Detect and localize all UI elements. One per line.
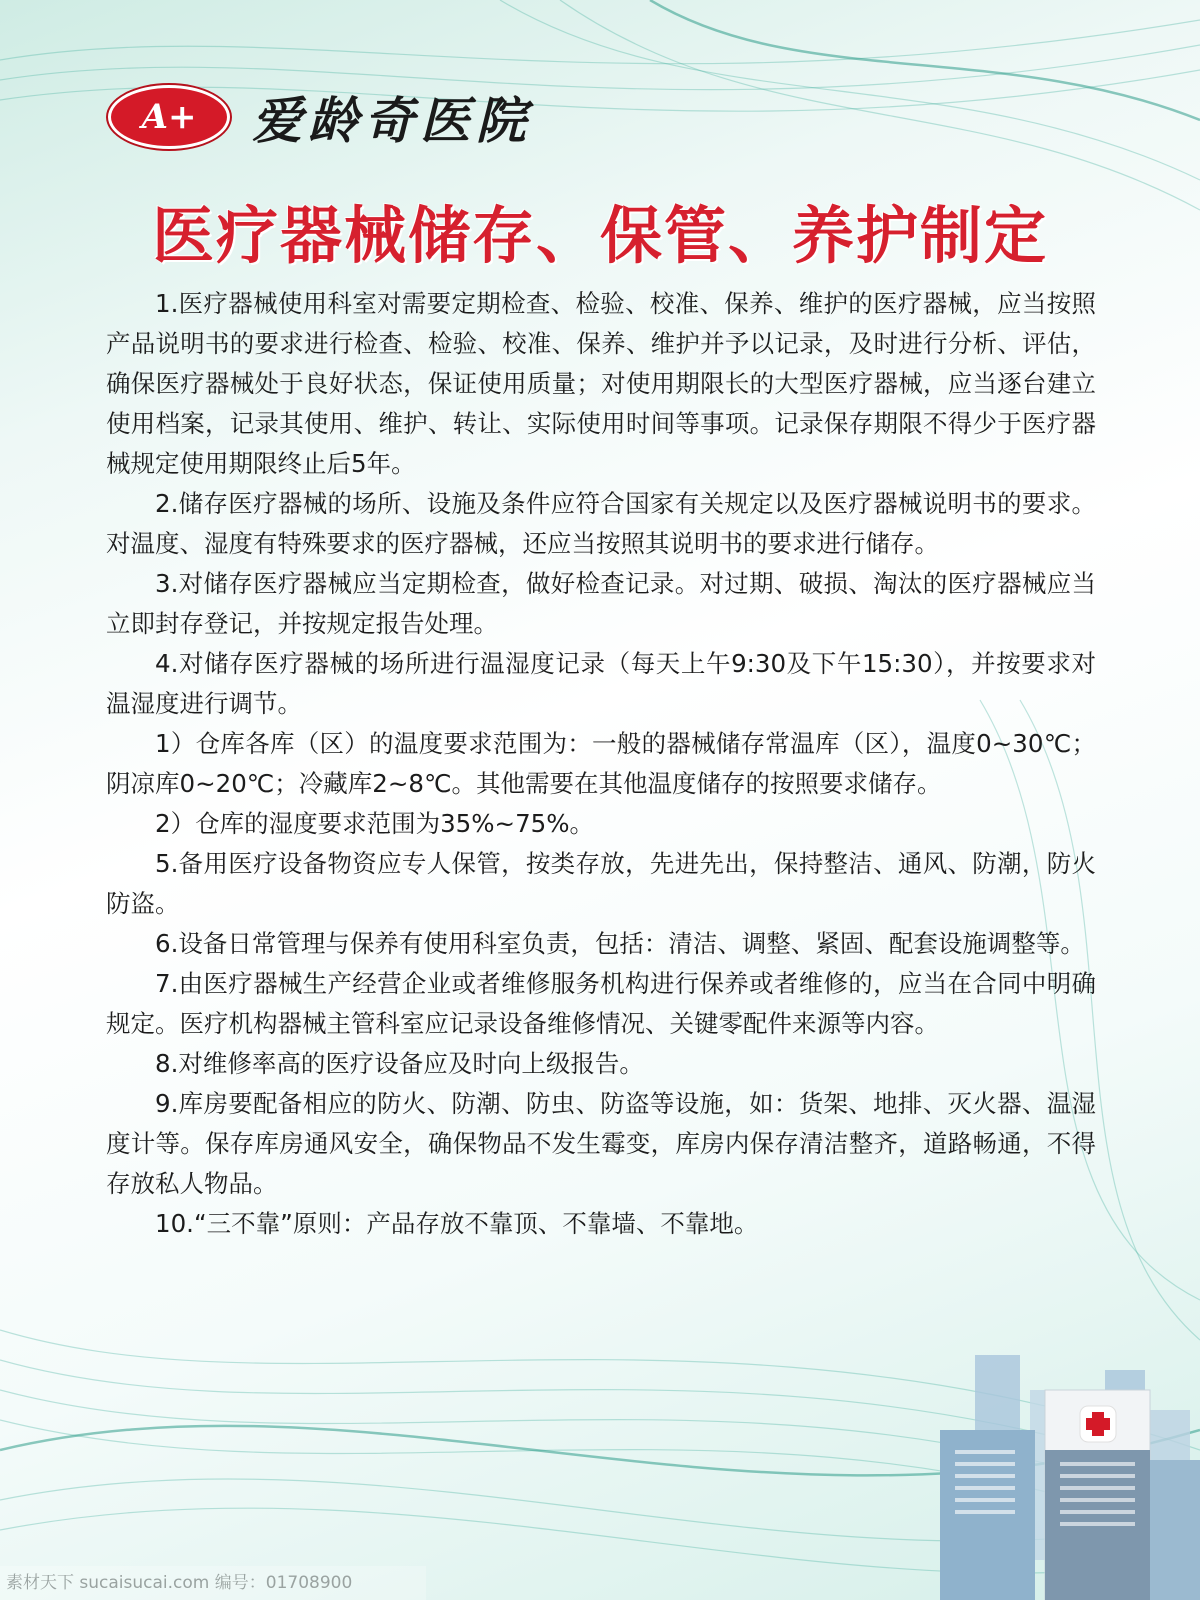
- paragraph: 7.由医疗器械生产经营企业或者维修服务机构进行保养或者维修的，应当在合同中明确规定。医疗机构器械主管科室应记录设备维修情况、关键零配件来源等内容。: [106, 969, 1096, 1038]
- paragraph: 8.对维修率高的医疗设备应及时向上级报告。: [155, 1049, 644, 1078]
- paragraph: 6.设备日常管理与保养有使用科室负责，包括：清洁、调整、紧固、配套设施调整等。: [155, 929, 1085, 958]
- header: [108, 82, 532, 152]
- hospital-name: 爱龄奇医院: [252, 91, 532, 150]
- paragraph: 5.备用医疗设备物资应专人保管，按类存放，先进先出，保持整洁、通风、防潮，防火防盗。: [106, 849, 1096, 918]
- paragraph: 10.“三不靠”原则：产品存放不靠顶、不靠墙、不靠地。: [155, 1209, 759, 1238]
- paragraph: 4.对储存医疗器械的场所进行温湿度记录（每天上午9:30及下午15:30），并按要求对温湿度进行调节。: [106, 649, 1096, 718]
- watermark: 素材天下 sucaisucai.com 编号：01708900: [0, 1566, 426, 1600]
- paragraph: 3.对储存医疗器械应当定期检查，做好检查记录。对过期、破损、淘汰的医疗器械应当立即封存登记，并按规定报告处理。: [106, 569, 1096, 638]
- paragraph: 2）仓库的湿度要求范围为35%~75%。: [155, 809, 595, 838]
- paragraph: 1）仓库各库（区）的温度要求范围为：一般的器械储存常温库（区），温度0~30℃；阴凉库0~20℃；冷藏库2~8℃。其他需要在其他温度储存的按照要求储存。: [106, 729, 1096, 798]
- paragraph: 9.库房要配备相应的防火、防潮、防虫、防盗等设施，如：货架、地排、灭火器、温湿度计等。保存库房通风安全，确保物品不发生霉变，库房内保存清洁整齐，道路畅通，不得存放私人物品。: [106, 1089, 1096, 1198]
- page-title: 医疗器械储存、保管、养护制定: [151, 199, 1048, 272]
- hospital-building-illustration: [940, 1350, 1200, 1600]
- paragraph: 1.医疗器械使用科室对需要定期检查、检验、校准、保养、维护的医疗器械，应当按照产品说明书的要求进行检查、检验、校准、保养、维护并予以记录，及时进行分析、评估，确保医疗器械处于良好状态，保证使用质量；对使用期限长的大型医疗器械，应当逐台建立使用档案，记录其使用、维护、转让、实际使用时间等事项。记录保存期限不得少于医疗器械规定使用期限终止后5年。: [106, 289, 1096, 478]
- paragraph: 2.储存医疗器械的场所、设施及条件应符合国家有关规定以及医疗器械说明书的要求。对温度、湿度有特殊要求的医疗器械，还应当按照其说明书的要求进行储存。: [106, 489, 1096, 558]
- hospital-logo-icon: A+: [108, 85, 230, 149]
- regulation-body: [106, 284, 1096, 1244]
